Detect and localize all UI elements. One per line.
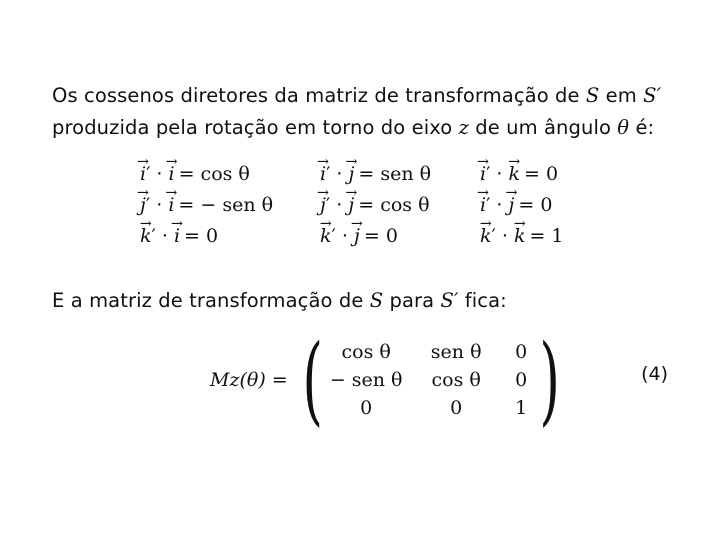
symbol-theta: θ [617,116,630,139]
equation-number: (4) [641,363,668,385]
symbol-z: z [458,116,469,139]
equation-rhs: = 0 [184,224,219,247]
outro-text: fica: [458,289,507,312]
matrix-entry-0-2: 0 [515,341,528,363]
intro-line-1 [52,80,661,112]
prime-dot-operator: ′ · [145,193,169,216]
matrix-entry-0-0: cos θ [341,341,391,363]
vector-symbol: i → [174,225,180,247]
intro-paragraph [52,80,661,144]
intro-text: produzida pela rotação em torno do eixo [52,116,459,139]
prime-dot-operator: ′ · [486,193,509,216]
intro-text: é: [629,116,655,139]
equation-6 [140,225,320,247]
matrix-entry-2-0: 0 [360,397,373,419]
matrix-lhs: Mz(θ) = [210,369,288,391]
right-parenthesis: ) [539,324,561,436]
vector-symbol: i → [480,163,486,185]
vector-symbol: i → [480,194,486,216]
equation-4 [320,194,480,216]
vector-symbol: i → [168,194,174,216]
prime-dot-operator: ′ · [146,162,169,185]
left-parenthesis: ( [302,324,323,436]
vector-symbol: j → [348,194,354,216]
equation-rhs: = 0 [363,224,398,247]
equation-rhs: = 0 [518,193,553,216]
vector-symbol: k → [140,225,152,247]
matrix-equation [210,324,569,436]
vector-symbol: k → [509,163,521,185]
equation-rhs: = 0 [524,162,559,185]
outro-text: E a matriz de transformação de [52,289,370,312]
outro-paragraph [52,285,507,317]
vector-symbol: j → [349,163,355,185]
symbol-S: S [585,84,600,107]
vector-symbol: j → [354,225,360,247]
symbol-S: S [369,289,384,312]
matrix-entry-2-2: 1 [515,397,528,419]
direction-cosine-equations [140,158,620,251]
prime-dot-operator: ′ · [491,224,514,247]
matrix-entry-1-0: − sen θ [329,369,403,391]
equation-rhs: = cos θ [358,193,430,216]
vector-symbol: k → [514,225,526,247]
rotation-matrix [321,338,541,422]
prime-dot-operator: ′ · [486,162,509,185]
intro-text: Os cossenos diretores da matriz de transformação de [52,84,586,107]
intro-text: em [599,84,644,107]
symbol-S-prime: S′ [643,84,662,107]
vector-symbol: i → [140,163,146,185]
equation-rhs: = 1 [529,224,564,247]
vector-symbol: k → [320,225,332,247]
vector-symbol: j → [320,194,326,216]
vector-symbol: j → [509,194,515,216]
equation-0 [140,163,320,185]
symbol-S-prime: S′ [440,289,459,312]
matrix-entry-1-2: 0 [515,369,528,391]
vector-symbol: j → [140,194,146,216]
equation-2 [480,163,620,185]
matrix-entry-0-1: sen θ [430,341,482,363]
matrix-entry-1-1: cos θ [431,369,481,391]
equation-5 [480,194,620,216]
equation-3 [140,194,320,216]
outro-text: para [383,289,441,312]
equation-rhs: = cos θ [178,162,250,185]
intro-line-2 [52,112,661,144]
vector-symbol: i → [169,163,175,185]
prime-dot-operator: ′ · [326,162,349,185]
equation-7 [320,225,480,247]
prime-dot-operator: ′ · [151,224,174,247]
prime-dot-operator: ′ · [331,224,354,247]
vector-symbol: k → [480,225,492,247]
vector-symbol: i → [320,163,326,185]
equation-1 [320,163,480,185]
intro-text: de um ângulo [468,116,618,139]
equation-8 [480,225,620,247]
equation-rhs: = − sen θ [178,193,274,216]
matrix-entry-2-1: 0 [450,397,463,419]
equation-rhs: = sen θ [358,162,432,185]
prime-dot-operator: ′ · [325,193,349,216]
